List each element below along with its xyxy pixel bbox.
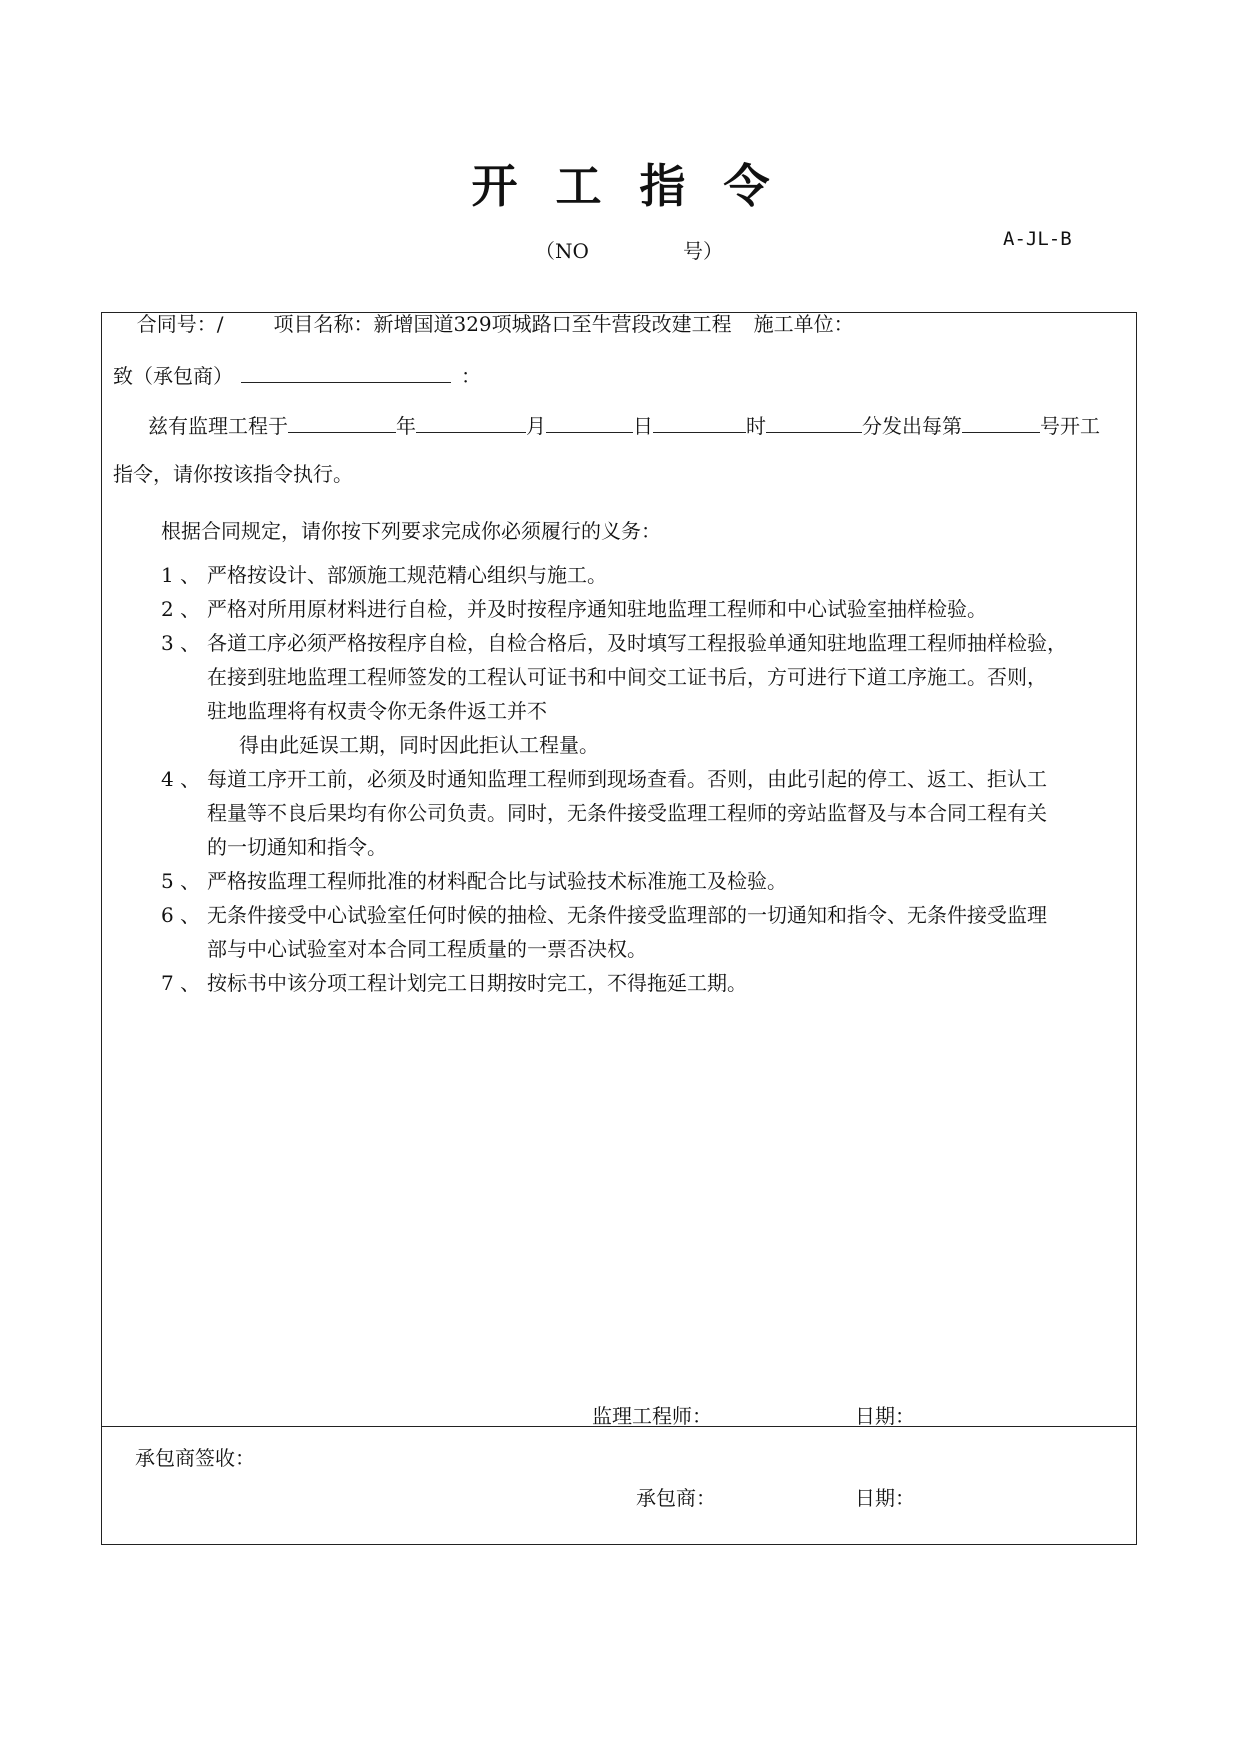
day-blank[interactable]: [546, 412, 633, 433]
page-title: 开工指令: [471, 159, 808, 213]
obligations-intro: 根据合同规定，请你按下列要求完成你必须履行的义务：: [161, 519, 661, 543]
minute-blank[interactable]: [766, 412, 862, 433]
contractor-name-blank[interactable]: [241, 362, 451, 383]
obligation-item: [161, 558, 1121, 592]
obligation-text: 驻地监理将有权责令你无条件返工并不: [207, 699, 547, 723]
obligation-text: 严格对所用原材料进行自检，并及时按程序通知驻地监理工程师和中心试验室抽样检验。: [207, 597, 987, 621]
obligation-item: [161, 898, 1121, 966]
minute-label: 分发出每第: [862, 414, 962, 438]
contractor-signature-label: 承包商：: [636, 1486, 716, 1510]
obligation-text: 部与中心试验室对本合同工程质量的一票否决权。: [207, 937, 647, 961]
obligation-item: [161, 626, 1121, 762]
obligation-item: [161, 762, 1121, 864]
obligation-number: 3 、: [161, 631, 201, 655]
engineer-signature-label: 监理工程师：: [592, 1404, 712, 1428]
obligation-item: [161, 966, 1121, 1000]
obligation-item: [161, 592, 1121, 626]
obligation-number: 6 、: [161, 903, 201, 927]
notice-prefix: 兹有监理工程于: [148, 414, 288, 438]
hour-blank[interactable]: [653, 412, 746, 433]
obligation-text: 的一切通知和指令。: [207, 835, 387, 859]
to-contractor-line: [113, 360, 481, 389]
to-colon: ：: [461, 364, 481, 388]
obligation-item: [161, 864, 1121, 898]
day-label: 日: [633, 414, 653, 438]
obligations-list: [161, 558, 1121, 1000]
project-name-label: 项目名称：新增国道329项城路口至牛营段改建工程: [273, 312, 732, 336]
month-blank[interactable]: [416, 412, 526, 433]
obligation-number: 2 、: [161, 597, 201, 621]
obligation-text: 各道工序必须严格按程序自检，自检合格后，及时填写工程报验单通知驻地监理工程师抽样检验，: [207, 631, 1067, 655]
contract-number-label: 合同号：/: [136, 312, 224, 336]
month-label: 月: [526, 414, 546, 438]
contractor-date-label: 日期：: [855, 1486, 915, 1510]
document-number-open: （NO: [535, 239, 589, 263]
obligation-text: 在接到驻地监理工程师签发的工程认可证书和中间交工证书后，方可进行下道工序施工。否则，: [207, 665, 1047, 689]
to-contractor-label: 致（承包商）: [113, 364, 233, 388]
obligation-number: 4 、: [161, 767, 201, 791]
obligation-number: 1 、: [161, 563, 201, 587]
year-label: 年: [396, 414, 416, 438]
obligation-text: 程量等不良后果均有你公司负责。同时，无条件接受监理工程师的旁站监督及与本合同工程有关: [207, 801, 1047, 825]
notice-line: [148, 410, 1100, 439]
construction-unit-label: 施工单位：: [753, 312, 854, 336]
obligation-text: 严格按监理工程师批准的材料配合比与试验技术标准施工及检验。: [207, 869, 787, 893]
order-number-blank[interactable]: [962, 412, 1040, 433]
contractor-receipt-label: 承包商签收：: [135, 1446, 255, 1470]
obligation-text: 按标书中该分项工程计划完工日期按时完工，不得拖延工期。: [207, 971, 747, 995]
obligation-text: 严格按设计、部颁施工规范精心组织与施工。: [207, 563, 607, 587]
notice-line-2: 指令，请你按该指令执行。: [113, 462, 353, 486]
document-number-close: 号）: [683, 239, 723, 263]
engineer-date-label: 日期：: [855, 1404, 915, 1428]
obligation-number: 5 、: [161, 869, 201, 893]
obligation-text: 无条件接受中心试验室任何时候的抽检、无条件接受监理部的一切通知和指令、无条件接受监理: [207, 903, 1047, 927]
obligation-text-continued: 得由此延误工期，同时因此拒认工程量。: [239, 733, 599, 757]
hour-label: 时: [746, 414, 766, 438]
obligation-text: 每道工序开工前，必须及时通知监理工程师到现场查看。否则，由此引起的停工、返工、拒认工: [207, 767, 1047, 791]
notice-tail: 号开工: [1040, 414, 1100, 438]
year-blank[interactable]: [288, 412, 396, 433]
form-code: A-JL-B: [1003, 228, 1072, 250]
obligation-number: 7 、: [161, 971, 201, 995]
